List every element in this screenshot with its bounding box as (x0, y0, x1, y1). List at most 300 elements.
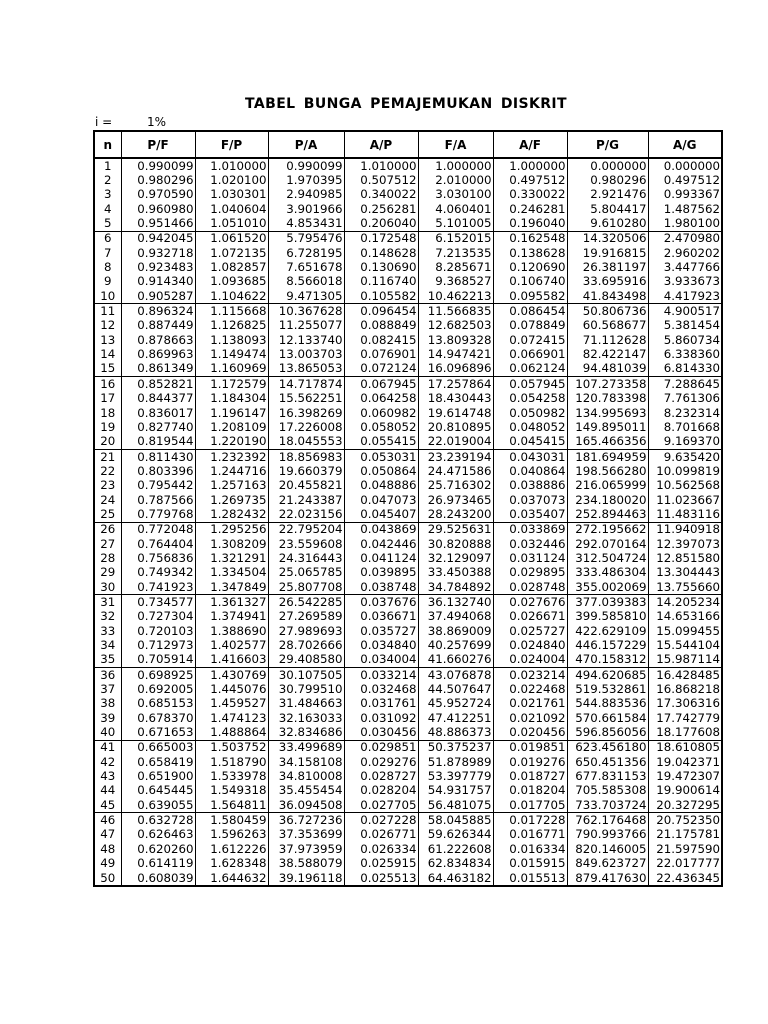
factor-cell: 7.213535 (418, 246, 493, 260)
factor-cell: 36.727236 (268, 813, 344, 828)
factor-cell: 9.471305 (268, 289, 344, 304)
table-row (94, 246, 722, 260)
factor-cell: 0.050864 (344, 464, 418, 478)
factor-cell: 0.665003 (121, 740, 195, 755)
period-cell: 27 (94, 537, 121, 551)
table-row (94, 362, 722, 377)
period-cell: 37 (94, 682, 121, 696)
table-row (94, 682, 722, 696)
table-row (94, 377, 722, 392)
table-row (94, 289, 722, 304)
factor-cell: 0.031124 (493, 551, 567, 565)
factor-cell: 11.940918 (648, 522, 722, 537)
factor-cell: 0.042446 (344, 537, 418, 551)
table-row (94, 784, 722, 798)
factor-cell: 22.023156 (268, 507, 344, 522)
factor-cell: 26.973465 (418, 493, 493, 507)
factor-cell: 7.651678 (268, 260, 344, 274)
table-row (94, 464, 722, 478)
factor-cell: 5.860734 (648, 333, 722, 347)
factor-cell: 26.381197 (567, 260, 648, 274)
factor-cell: 3.030100 (418, 188, 493, 202)
factor-cell: 10.562568 (648, 479, 722, 493)
factor-cell: 0.066901 (493, 347, 567, 361)
table-row (94, 260, 722, 274)
factor-cell: 25.065785 (268, 566, 344, 580)
factor-cell: 0.025915 (344, 857, 418, 871)
factor-cell: 0.096454 (344, 304, 418, 319)
factor-cell: 849.623727 (567, 857, 648, 871)
factor-cell: 0.025727 (493, 624, 567, 638)
factor-cell: 0.787566 (121, 493, 195, 507)
factor-cell: 1.416603 (195, 653, 268, 668)
factor-cell: 16.868218 (648, 682, 722, 696)
factor-cell: 0.026334 (344, 842, 418, 856)
table-row (94, 507, 722, 522)
period-cell: 12 (94, 319, 121, 333)
factor-cell: 2.960202 (648, 246, 722, 260)
factor-cell: 21.175781 (648, 828, 722, 842)
factor-cell: 11.023667 (648, 493, 722, 507)
factor-cell: 1.612226 (195, 842, 268, 856)
factor-cell: 0.130690 (344, 260, 418, 274)
factor-cell: 50.806736 (567, 304, 648, 319)
table-row (94, 697, 722, 711)
factor-cell: 1.580459 (195, 813, 268, 828)
factor-cell: 1.388690 (195, 624, 268, 638)
factor-cell: 39.196118 (268, 871, 344, 886)
factor-cell: 12.133740 (268, 333, 344, 347)
factor-cell: 18.856983 (268, 449, 344, 464)
factor-cell: 1.334504 (195, 566, 268, 580)
header-a-f: A/F (493, 131, 567, 158)
factor-cell: 0.015513 (493, 871, 567, 886)
factor-cell: 4.417923 (648, 289, 722, 304)
factor-cell: 1.040604 (195, 202, 268, 216)
factor-cell: 0.038886 (493, 479, 567, 493)
factor-cell: 0.072124 (344, 362, 418, 377)
factor-cell: 32.834686 (268, 725, 344, 740)
factor-cell: 0.632728 (121, 813, 195, 828)
factor-cell: 165.466356 (567, 435, 648, 450)
factor-cell: 31.484663 (268, 697, 344, 711)
factor-cell: 0.035407 (493, 507, 567, 522)
factor-cell: 0.148628 (344, 246, 418, 260)
factor-cell: 762.176468 (567, 813, 648, 828)
factor-cell: 11.566835 (418, 304, 493, 319)
period-cell: 48 (94, 842, 121, 856)
factor-cell: 0.685153 (121, 697, 195, 711)
factor-cell: 0.053031 (344, 449, 418, 464)
factor-cell: 1.474123 (195, 711, 268, 725)
factor-cell: 0.330022 (493, 188, 567, 202)
factor-cell: 1.093685 (195, 275, 268, 289)
factor-cell: 470.158312 (567, 653, 648, 668)
factor-cell: 14.320506 (567, 231, 648, 246)
factor-cell: 1.072135 (195, 246, 268, 260)
table-row (94, 653, 722, 668)
factor-cell: 43.076878 (418, 668, 493, 683)
factor-cell: 21.597590 (648, 842, 722, 856)
interest-rate-label: i = (95, 115, 113, 129)
factor-cell: 1.010000 (344, 158, 418, 173)
factor-cell: 0.869963 (121, 347, 195, 361)
period-cell: 49 (94, 857, 121, 871)
factor-cell: 0.000000 (567, 158, 648, 173)
factor-cell: 1.115668 (195, 304, 268, 319)
factor-cell: 0.021092 (493, 711, 567, 725)
factor-cell: 0.016771 (493, 828, 567, 842)
factor-cell: 1.208109 (195, 420, 268, 434)
factor-cell: 0.990099 (121, 158, 195, 173)
factor-cell: 34.158108 (268, 755, 344, 769)
factor-cell: 0.671653 (121, 725, 195, 740)
factor-cell: 10.367628 (268, 304, 344, 319)
factor-cell: 1.030301 (195, 188, 268, 202)
factor-cell: 16.398269 (268, 406, 344, 420)
factor-cell: 0.942045 (121, 231, 195, 246)
factor-cell: 1.374941 (195, 610, 268, 624)
period-cell: 44 (94, 784, 121, 798)
factor-cell: 494.620685 (567, 668, 648, 683)
factor-cell: 27.269589 (268, 610, 344, 624)
factor-cell: 252.894463 (567, 507, 648, 522)
factor-cell: 0.032446 (493, 537, 567, 551)
interest-rate (95, 115, 166, 129)
table-row (94, 551, 722, 565)
factor-cell: 790.993766 (567, 828, 648, 842)
factor-cell: 2.940985 (268, 188, 344, 202)
factor-cell: 181.694959 (567, 449, 648, 464)
factor-cell: 37.973959 (268, 842, 344, 856)
factor-cell: 2.010000 (418, 173, 493, 187)
factor-cell: 0.705914 (121, 653, 195, 668)
factor-cell: 0.914340 (121, 275, 195, 289)
factor-cell: 8.566018 (268, 275, 344, 289)
table-row (94, 173, 722, 187)
table-row (94, 435, 722, 450)
table-row (94, 202, 722, 216)
factor-cell: 94.481039 (567, 362, 648, 377)
factor-cell: 41.660276 (418, 653, 493, 668)
factor-cell: 0.028204 (344, 784, 418, 798)
factor-cell: 0.031761 (344, 697, 418, 711)
factor-cell: 705.585308 (567, 784, 648, 798)
factor-cell: 0.712973 (121, 638, 195, 652)
factor-cell: 24.471586 (418, 464, 493, 478)
factor-cell: 0.022468 (493, 682, 567, 696)
factor-cell: 61.222608 (418, 842, 493, 856)
factor-cell: 1.644632 (195, 871, 268, 886)
factor-cell: 0.658419 (121, 755, 195, 769)
factor-cell: 9.169370 (648, 435, 722, 450)
factor-cell: 8.232314 (648, 406, 722, 420)
table-row (94, 493, 722, 507)
factor-cell: 3.447766 (648, 260, 722, 274)
factor-cell: 1.321291 (195, 551, 268, 565)
factor-cell: 0.905287 (121, 289, 195, 304)
factor-cell: 18.430443 (418, 392, 493, 406)
factor-cell: 272.195662 (567, 522, 648, 537)
period-cell: 9 (94, 275, 121, 289)
factor-cell: 120.783398 (567, 392, 648, 406)
table-row (94, 624, 722, 638)
factor-cell: 0.034840 (344, 638, 418, 652)
factor-cell: 4.900517 (648, 304, 722, 319)
factor-cell: 0.067945 (344, 377, 418, 392)
factor-cell: 677.831153 (567, 769, 648, 783)
factor-cell: 0.116740 (344, 275, 418, 289)
factor-cell: 1.628348 (195, 857, 268, 871)
factor-cell: 0.852821 (121, 377, 195, 392)
factor-cell: 3.901966 (268, 202, 344, 216)
period-cell: 32 (94, 610, 121, 624)
factor-cell: 0.048886 (344, 479, 418, 493)
factor-cell: 0.878663 (121, 333, 195, 347)
factor-cell: 62.834834 (418, 857, 493, 871)
factor-cell: 0.162548 (493, 231, 567, 246)
factor-cell: 19.472307 (648, 769, 722, 783)
factor-cell: 0.039895 (344, 566, 418, 580)
period-cell: 39 (94, 711, 121, 725)
header-f-p: F/P (195, 131, 268, 158)
factor-cell: 1.503752 (195, 740, 268, 755)
factor-cell: 12.851580 (648, 551, 722, 565)
table-row (94, 798, 722, 813)
table-row (94, 638, 722, 652)
factor-cell: 1.104622 (195, 289, 268, 304)
factor-cell: 22.436345 (648, 871, 722, 886)
factor-cell: 292.070164 (567, 537, 648, 551)
factor-cell: 0.896324 (121, 304, 195, 319)
factor-cell: 33.695916 (567, 275, 648, 289)
factor-cell: 570.661584 (567, 711, 648, 725)
factor-cell: 1.184304 (195, 392, 268, 406)
factor-cell: 0.819544 (121, 435, 195, 450)
factor-cell: 21.243387 (268, 493, 344, 507)
factor-cell: 40.257699 (418, 638, 493, 652)
factor-cell: 22.795204 (268, 522, 344, 537)
factor-cell: 11.255077 (268, 319, 344, 333)
factor-cell: 8.701668 (648, 420, 722, 434)
table-row (94, 871, 722, 886)
table-row (94, 668, 722, 683)
factor-cell: 0.024004 (493, 653, 567, 668)
factor-cell: 7.761306 (648, 392, 722, 406)
header-a-p: A/P (344, 131, 418, 158)
factor-cell: 0.027676 (493, 595, 567, 610)
factor-cell: 0.932718 (121, 246, 195, 260)
period-cell: 7 (94, 246, 121, 260)
factor-cell: 2.470980 (648, 231, 722, 246)
factor-cell: 30.820888 (418, 537, 493, 551)
factor-cell: 0.019851 (493, 740, 567, 755)
period-cell: 29 (94, 566, 121, 580)
factor-cell: 20.810895 (418, 420, 493, 434)
factor-cell: 0.019276 (493, 755, 567, 769)
factor-cell: 1.549318 (195, 784, 268, 798)
period-cell: 24 (94, 493, 121, 507)
factor-cell: 1.138093 (195, 333, 268, 347)
factor-cell: 0.106740 (493, 275, 567, 289)
factor-cell: 56.481075 (418, 798, 493, 813)
factor-cell: 0.045407 (344, 507, 418, 522)
factor-cell: 1.160969 (195, 362, 268, 377)
factor-cell: 12.682503 (418, 319, 493, 333)
factor-cell: 0.645445 (121, 784, 195, 798)
factor-cell: 1.172579 (195, 377, 268, 392)
factor-cell: 0.507512 (344, 173, 418, 187)
factor-cell: 22.019004 (418, 435, 493, 450)
factor-cell: 0.626463 (121, 828, 195, 842)
factor-cell: 1.244716 (195, 464, 268, 478)
factor-cell: 4.853431 (268, 216, 344, 231)
period-cell: 31 (94, 595, 121, 610)
factor-cell: 1.257163 (195, 479, 268, 493)
factor-cell: 0.031092 (344, 711, 418, 725)
factor-cell: 19.042371 (648, 755, 722, 769)
table-row (94, 333, 722, 347)
factor-cell: 17.257864 (418, 377, 493, 392)
factor-cell: 9.635420 (648, 449, 722, 464)
factor-cell: 1.564811 (195, 798, 268, 813)
factor-cell: 0.024840 (493, 638, 567, 652)
period-cell: 20 (94, 435, 121, 450)
factor-cell: 53.397779 (418, 769, 493, 783)
factor-cell: 71.112628 (567, 333, 648, 347)
factor-cell: 820.146005 (567, 842, 648, 856)
factor-cell: 19.614748 (418, 406, 493, 420)
factor-cell: 0.811430 (121, 449, 195, 464)
factor-cell: 0.970590 (121, 188, 195, 202)
period-cell: 2 (94, 173, 121, 187)
factor-cell: 422.629109 (567, 624, 648, 638)
factor-cell: 34.810008 (268, 769, 344, 783)
factor-cell: 596.856056 (567, 725, 648, 740)
factor-cell: 1.149474 (195, 347, 268, 361)
period-cell: 40 (94, 725, 121, 740)
table-row (94, 522, 722, 537)
factor-cell: 0.026671 (493, 610, 567, 624)
factor-cell: 134.995693 (567, 406, 648, 420)
period-cell: 16 (94, 377, 121, 392)
factor-cell: 0.620260 (121, 842, 195, 856)
factor-cell: 0.029895 (493, 566, 567, 580)
table-body (94, 158, 722, 886)
factor-cell: 0.078849 (493, 319, 567, 333)
period-cell: 23 (94, 479, 121, 493)
factor-cell: 0.027705 (344, 798, 418, 813)
factor-cell: 446.157229 (567, 638, 648, 652)
factor-cell: 1.361327 (195, 595, 268, 610)
period-cell: 25 (94, 507, 121, 522)
period-cell: 26 (94, 522, 121, 537)
factor-cell: 19.660379 (268, 464, 344, 478)
factor-cell: 0.027228 (344, 813, 418, 828)
factor-cell: 0.990099 (268, 158, 344, 173)
factor-cell: 0.960980 (121, 202, 195, 216)
factor-cell: 879.417630 (567, 871, 648, 886)
factor-cell: 30.107505 (268, 668, 344, 683)
factor-cell: 35.455454 (268, 784, 344, 798)
factor-cell: 0.088849 (344, 319, 418, 333)
factor-cell: 54.931757 (418, 784, 493, 798)
factor-cell: 0.029276 (344, 755, 418, 769)
table-row (94, 828, 722, 842)
factor-cell: 198.566280 (567, 464, 648, 478)
factor-cell: 6.814330 (648, 362, 722, 377)
table-row (94, 449, 722, 464)
factor-cell: 0.614119 (121, 857, 195, 871)
factor-cell: 6.338360 (648, 347, 722, 361)
factor-cell: 0.028748 (493, 580, 567, 595)
table-row (94, 842, 722, 856)
period-cell: 21 (94, 449, 121, 464)
factor-cell: 64.463182 (418, 871, 493, 886)
factor-cell: 4.060401 (418, 202, 493, 216)
period-cell: 41 (94, 740, 121, 755)
factor-cell: 0.055415 (344, 435, 418, 450)
table-row (94, 479, 722, 493)
factor-cell: 377.039383 (567, 595, 648, 610)
factor-cell: 0.023214 (493, 668, 567, 683)
period-cell: 35 (94, 653, 121, 668)
factor-cell: 0.021761 (493, 697, 567, 711)
factor-cell: 0.030456 (344, 725, 418, 740)
period-cell: 36 (94, 668, 121, 683)
factor-cell: 20.752350 (648, 813, 722, 828)
header-p-f: P/F (121, 131, 195, 158)
factor-cell: 51.878989 (418, 755, 493, 769)
factor-cell: 0.020456 (493, 725, 567, 740)
table-row (94, 231, 722, 246)
factor-cell: 0.043869 (344, 522, 418, 537)
factor-cell: 0.016334 (493, 842, 567, 856)
factor-cell: 32.163033 (268, 711, 344, 725)
factor-cell: 13.809328 (418, 333, 493, 347)
factor-cell: 0.018204 (493, 784, 567, 798)
factor-cell: 0.172548 (344, 231, 418, 246)
factor-cell: 6.152015 (418, 231, 493, 246)
period-cell: 19 (94, 420, 121, 434)
table-row (94, 580, 722, 595)
factor-cell: 20.455821 (268, 479, 344, 493)
header-p-a: P/A (268, 131, 344, 158)
factor-cell: 107.273358 (567, 377, 648, 392)
period-cell: 14 (94, 347, 121, 361)
factor-cell: 1.000000 (418, 158, 493, 173)
period-cell: 15 (94, 362, 121, 377)
factor-cell: 1.533978 (195, 769, 268, 783)
factor-cell: 14.947421 (418, 347, 493, 361)
page-title: TABEL BUNGA PEMAJEMUKAN DISKRIT (245, 96, 567, 112)
factor-cell: 30.799510 (268, 682, 344, 696)
factor-cell: 1.430769 (195, 668, 268, 683)
factor-cell: 0.734577 (121, 595, 195, 610)
table-row (94, 420, 722, 434)
factor-cell: 0.206040 (344, 216, 418, 231)
factor-cell: 0.028727 (344, 769, 418, 783)
factor-cell: 0.047073 (344, 493, 418, 507)
factor-cell: 0.036671 (344, 610, 418, 624)
factor-cell: 1.518790 (195, 755, 268, 769)
factor-cell: 33.450388 (418, 566, 493, 580)
factor-cell: 44.507647 (418, 682, 493, 696)
period-cell: 34 (94, 638, 121, 652)
factor-cell: 1.196147 (195, 406, 268, 420)
factor-cell: 1.487562 (648, 202, 722, 216)
factor-cell: 18.045553 (268, 435, 344, 450)
